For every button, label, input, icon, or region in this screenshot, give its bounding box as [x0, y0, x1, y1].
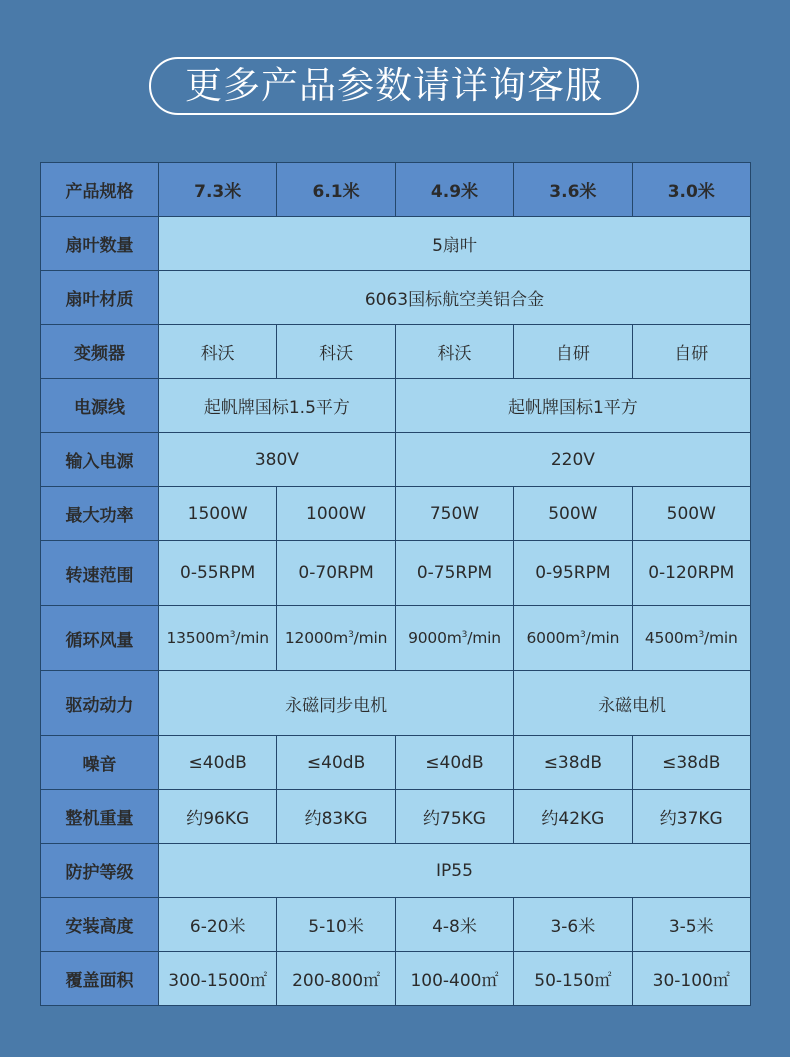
airflow-unit: /min [467, 629, 501, 647]
model-4-9: 4.9米 [395, 163, 513, 217]
row-label: 最大功率 [41, 487, 159, 541]
title-area [0, 0, 790, 160]
table-cell: 科沃 [395, 325, 513, 379]
table-cell: 300-1500㎡ [159, 952, 277, 1006]
page-title: 更多产品参数请详询客服 [149, 57, 639, 115]
table-cell: 约42KG [514, 790, 632, 844]
table-cell: 永磁同步电机 [159, 671, 514, 736]
table-row-noise [41, 736, 751, 790]
table-cell: 30-100㎡ [632, 952, 750, 1006]
table-row-inverter [41, 325, 751, 379]
table-cell: 0-95RPM [514, 541, 632, 606]
airflow-number: 4500m [644, 629, 699, 647]
table-cell: 0-70RPM [277, 541, 395, 606]
airflow-number: 12000m [284, 629, 349, 647]
table-row-weight [41, 790, 751, 844]
table-cell: 500W [632, 487, 750, 541]
table-cell: 1500W [159, 487, 277, 541]
table-row-blade-material [41, 271, 751, 325]
table-cell: 自研 [632, 325, 750, 379]
row-label: 扇叶材质 [41, 271, 159, 325]
airflow-exponent: 3 [348, 629, 354, 640]
table-row-coverage [41, 952, 751, 1006]
airflow-unit: /min [703, 629, 738, 647]
model-3-6: 3.6米 [514, 163, 632, 217]
table-cell: 0-55RPM [159, 541, 277, 606]
spec-table [40, 162, 751, 1006]
table-row-header [41, 163, 751, 217]
table-cell: 约37KG [632, 790, 750, 844]
table-row-drive [41, 671, 751, 736]
table-row-input-power [41, 433, 751, 487]
table-cell: IP55 [159, 844, 751, 898]
table-cell: 约75KG [395, 790, 513, 844]
row-label: 安装高度 [41, 898, 159, 952]
table-row-airflow [41, 606, 751, 671]
header-label: 产品规格 [41, 163, 159, 217]
table-cell: 4-8米 [395, 898, 513, 952]
table-cell: 6063国标航空美铝合金 [159, 271, 751, 325]
table-cell: 1000W [277, 487, 395, 541]
table-cell [159, 606, 277, 671]
row-label: 扇叶数量 [41, 217, 159, 271]
table-cell: 科沃 [159, 325, 277, 379]
table-cell: 永磁电机 [514, 671, 751, 736]
table-cell: 380V [159, 433, 396, 487]
table-cell: 6-20米 [159, 898, 277, 952]
table-row-speed-range [41, 541, 751, 606]
table-cell: 100-400㎡ [395, 952, 513, 1006]
table-cell: 约96KG [159, 790, 277, 844]
row-label: 整机重量 [41, 790, 159, 844]
table-cell [395, 606, 513, 671]
airflow-number: 9000m [408, 629, 462, 647]
table-cell: 50-150㎡ [514, 952, 632, 1006]
airflow-number: 13500m [166, 629, 230, 647]
table-cell: 5扇叶 [159, 217, 751, 271]
table-row-blade-count [41, 217, 751, 271]
table-cell: 200-800㎡ [277, 952, 395, 1006]
table-cell: 3-5米 [632, 898, 750, 952]
table-row-install-height [41, 898, 751, 952]
table-cell: 3-6米 [514, 898, 632, 952]
table-cell: 起帆牌国标1平方 [395, 379, 750, 433]
airflow-exponent: 3 [580, 629, 586, 640]
table-cell: ≤40dB [159, 736, 277, 790]
table-cell: ≤40dB [395, 736, 513, 790]
airflow-exponent: 3 [229, 629, 236, 640]
table-cell: ≤38dB [632, 736, 750, 790]
table-cell: 起帆牌国标1.5平方 [159, 379, 396, 433]
table-row-power-cable [41, 379, 751, 433]
table-cell [514, 606, 632, 671]
airflow-unit: /min [235, 629, 269, 647]
table-cell: 0-120RPM [632, 541, 750, 606]
airflow-exponent: 3 [461, 629, 468, 640]
table-cell [277, 606, 395, 671]
airflow-unit: /min [585, 629, 620, 647]
table-cell: 220V [395, 433, 750, 487]
table-row-protection [41, 844, 751, 898]
model-3-0: 3.0米 [632, 163, 750, 217]
model-6-1: 6.1米 [277, 163, 395, 217]
table-cell: 0-75RPM [395, 541, 513, 606]
table-cell: ≤38dB [514, 736, 632, 790]
table-row-max-power [41, 487, 751, 541]
table-cell: 5-10米 [277, 898, 395, 952]
row-label: 防护等级 [41, 844, 159, 898]
row-label: 变频器 [41, 325, 159, 379]
model-7-3: 7.3米 [159, 163, 277, 217]
row-label: 循环风量 [41, 606, 159, 671]
table-cell: ≤40dB [277, 736, 395, 790]
airflow-number: 6000m [526, 629, 581, 647]
table-cell: 科沃 [277, 325, 395, 379]
row-label: 噪音 [41, 736, 159, 790]
row-label: 输入电源 [41, 433, 159, 487]
row-label: 转速范围 [41, 541, 159, 606]
row-label: 驱动动力 [41, 671, 159, 736]
row-label: 覆盖面积 [41, 952, 159, 1006]
table-cell [632, 606, 750, 671]
table-cell: 约83KG [277, 790, 395, 844]
row-label: 电源线 [41, 379, 159, 433]
airflow-exponent: 3 [698, 629, 704, 640]
table-cell: 750W [395, 487, 513, 541]
airflow-unit: /min [353, 629, 388, 647]
table-cell: 自研 [514, 325, 632, 379]
table-cell: 500W [514, 487, 632, 541]
